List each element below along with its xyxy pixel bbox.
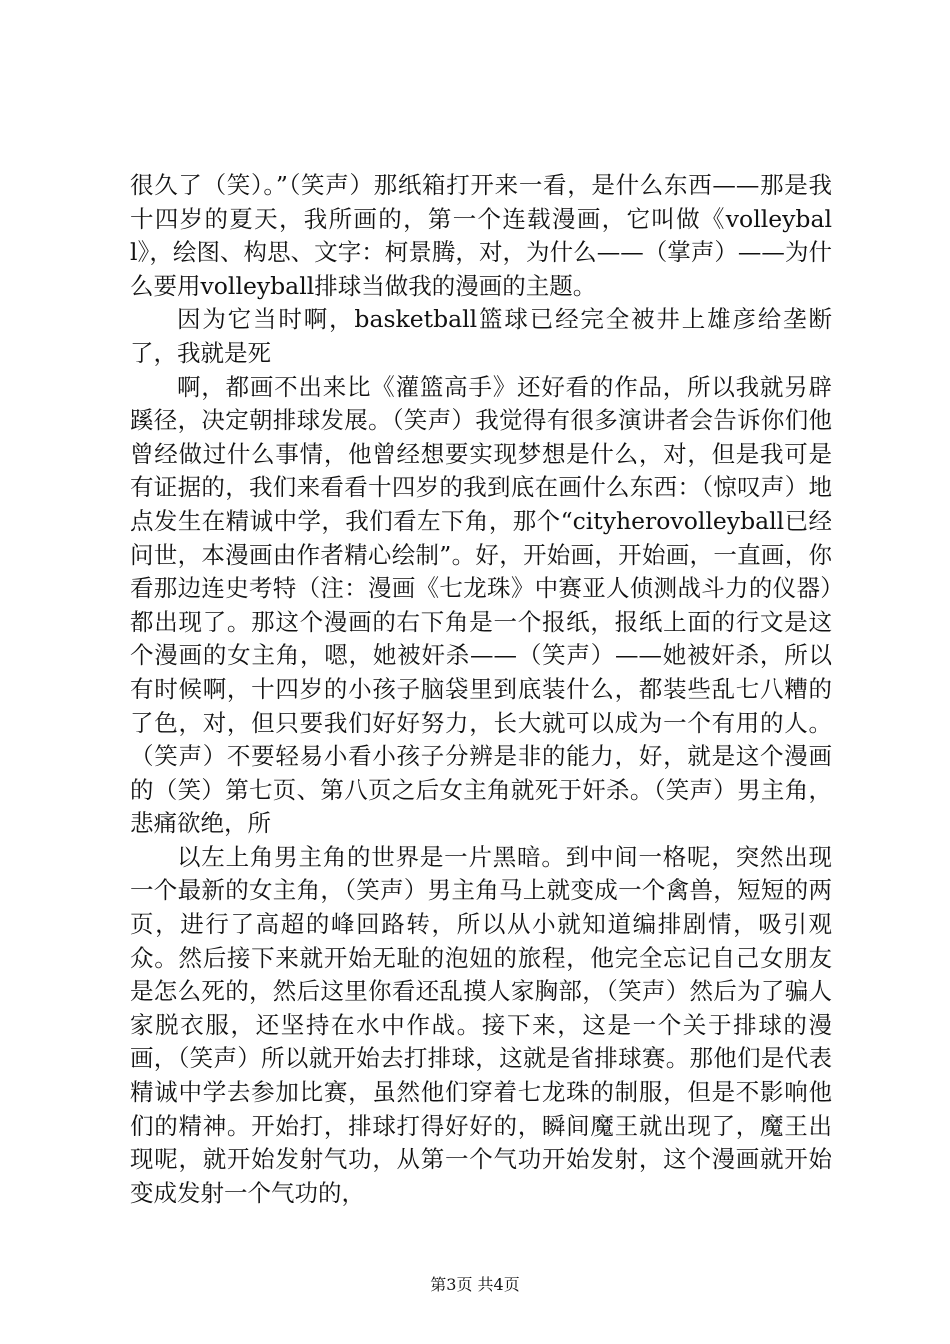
paragraph: 以左上角男主角的世界是一片黑暗。到中间一格呢，突然出现一个最新的女主角，（笑声）男主角马上就变成一个禽兽，短短的两页，进行了高超的峰回路转，所以从小就知道编排剧情，吸引观众。然后接下来就开始无耻的泡妞的旅程，他完全忘记自己女朋友是怎么死的，然后这里你看还乱摸人家胸部，（笑声）然后为了骗人家脱衣服，还坚持在水中作战。接下来，这是一个关于排球的漫画，（笑声）所以就开始去打排球，这就是省排球赛。那他们是代表精诚中学去参加比赛，虽然他们穿着七龙珠的制服，但是不影响他们的精神。开始打，排球打得好好的，瞬间魔王就出现了，魔王出现呢，就开始发射气功，从第一个气功开始发射，这个漫画就开始变成发射一个气功的， [130, 842, 832, 1207]
paragraph: 因为它当时啊，basketball篮球已经完全被井上雄彦给垄断了，我就是死 [130, 305, 832, 367]
paragraph: 很久了（笑）。”（笑声）那纸箱打开来一看，是什么东西——那是我十四岁的夏天，我所画的，第一个连载漫画，它叫做《volleyball》，绘图、构思、文字：柯景腾，对，为什么——（掌声）——为什么要用volleyball排球当做我的漫画的主题。 [130, 171, 832, 300]
document-body [130, 169, 832, 1210]
page-footer: 第3页 共4页 [430, 1275, 520, 1294]
paragraph: 啊，都画不出来比《灌篮高手》还好看的作品，所以我就另辟蹊径，决定朝排球发展。（笑声）我觉得有很多演讲者会告诉你们他曾经做过什么事情，他曾经想要实现梦想是什么，对，但是我可是有证据的，我们来看看十四岁的我到底在画什么东西：（惊叹声）地点发生在精诚中学，我们看左下角，那个“cityherovolleyball已经问世，本漫画由作者精心绘制”。好，开始画，开始画，一直画，你看那边连史考特（注：漫画《七龙珠》中赛亚人侦测战斗力的仪器）都出现了。那这个漫画的右下角是一个报纸，报纸上面的行文是这个漫画的女主角，嗯，她被奸杀——（笑声）——她被奸杀，所以有时候啊，十四岁的小孩子脑袋里到底装什么，都装些乱七八糟的了色，对，但只要我们好好努力，长大就可以成为一个有用的人。（笑声）不要轻易小看小孩子分辨是非的能力，好，就是这个漫画的（笑）第七页、第八页之后女主角就死于奸杀。（笑声）男主角，悲痛欲绝，所 [130, 372, 832, 838]
